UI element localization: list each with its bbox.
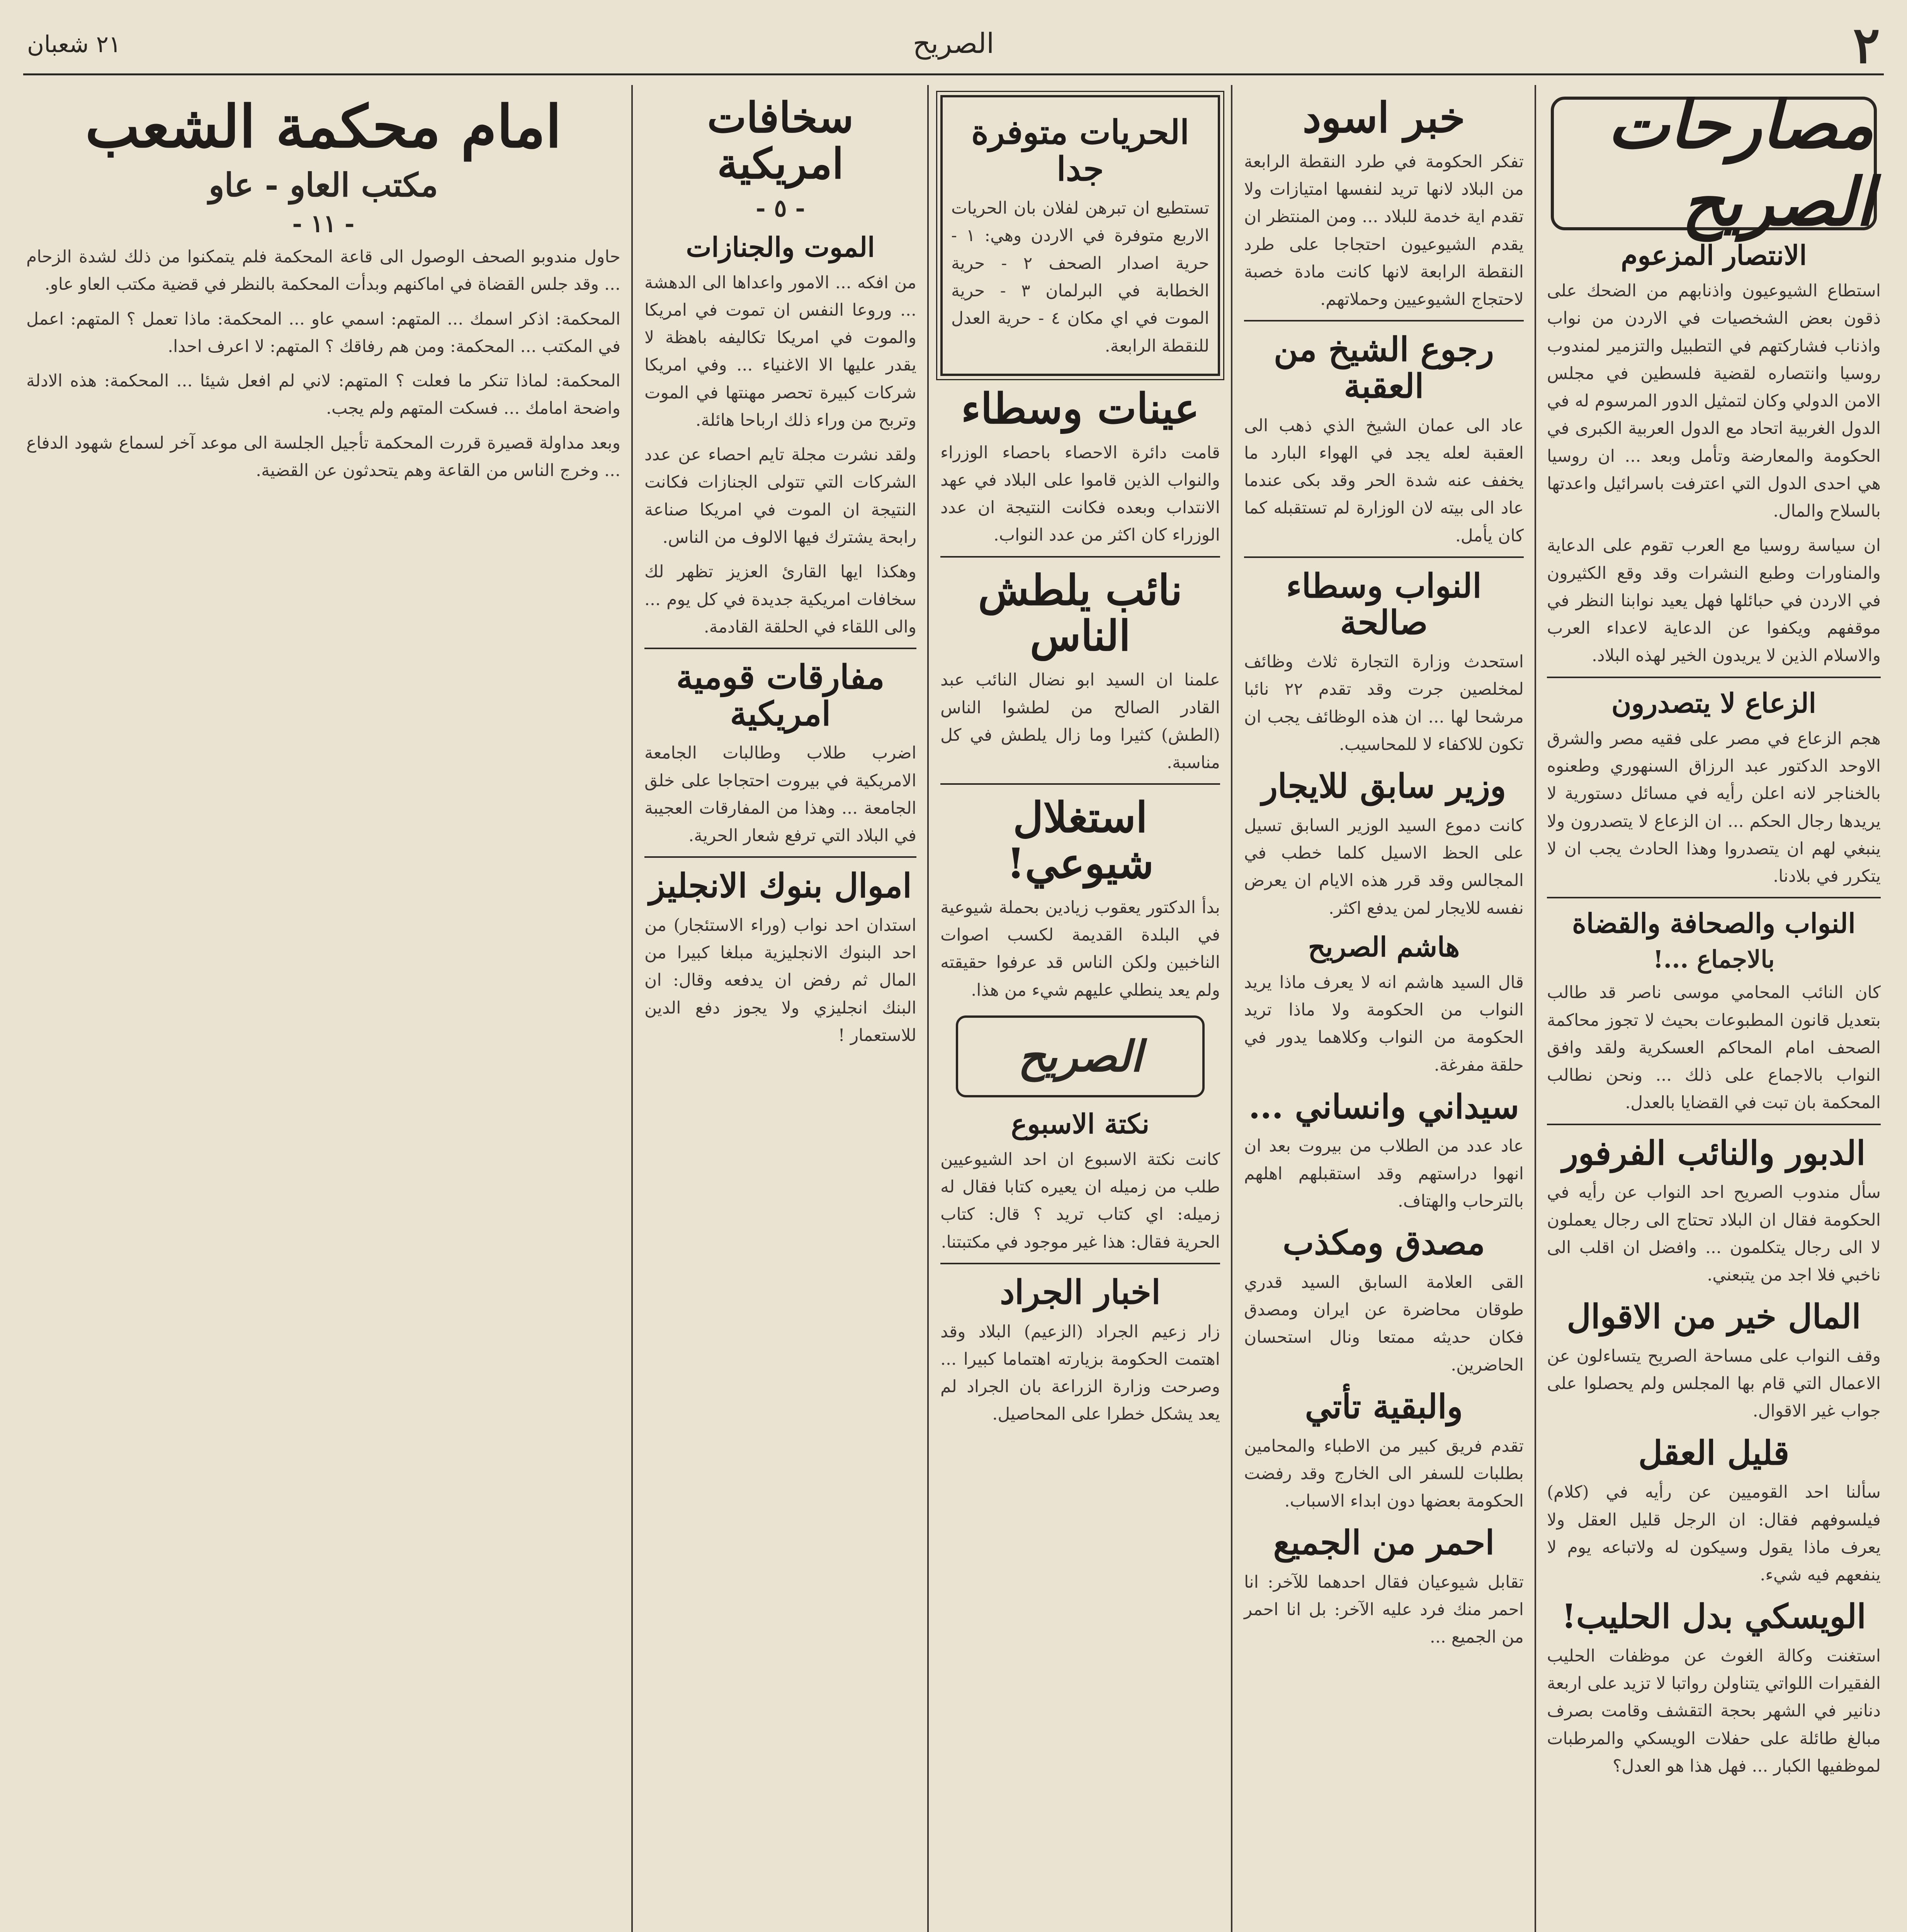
article-body: المحكمة: اذكر اسمك ... المتهم: اسمي عاو ... المحكمة: ماذا تعمل ؟ المتهم: اعمل في المكتب ... المحكمة: ومن هم رفاقك ؟ المتهم: لا اعرف احدا. — [26, 309, 620, 356]
column-2 — [1233, 85, 1535, 1932]
article-body: القى العلامة السابق السيد قدري طوقان محاضرة عن ايران ومصدق فكان حديثه ممتعا ونال استحسان الحاضرين. — [1244, 1272, 1524, 1375]
article-heading: مفارقات قومية امريكية — [676, 658, 885, 733]
article-heading: نائب يلطش الناس — [978, 566, 1183, 661]
article-body: علمنا ان السيد ابو نضال النائب عبد القادر الصالح من لطشوا الناس (الطش) كثيرا وما زال يلطش في كل مناسبة. — [940, 670, 1220, 773]
article-subheading: - ٥ - — [756, 194, 805, 222]
article-body: سأل مندوب الصريح احد النواب عن رأيه في الحكومة فقال ان البلاد تحتاج الى رجال يعملون لا الى رجال يتكلمون ... وافضل ان اقلب الى ناخبي فلا اجد من يتبعني. — [1547, 1182, 1881, 1285]
article-heading: النواب والصحافة والقضاة — [1572, 907, 1856, 940]
article-body: استحدث وزارة التجارة ثلاث وظائف لمخلصين جرت وقد تقدم ٢٢ نائبا مرشحا لها ... ان هذه الوظائف يجب ان تكون للاكفاء لا للمحاسيب. — [1244, 652, 1524, 754]
divider — [940, 556, 1220, 558]
article-body: اضرب طلاب وطالبات الجامعة الامريكية في بيروت احتجاجا على خلق الجامعة ... وهذا من المفارقات العجيبة في البلاد التي ترفع شعار الحرية. — [644, 743, 916, 846]
divider — [1244, 320, 1524, 321]
article-body: هجم الزعاع في مصر على فقيه مصر والشرق الاوحد الدكتور عبد الرزاق السنهوري وطعنوه بالخناجر لانه اعلن رأيه في مسائل دستورية لا يريدها رجال الحكم ... ان الزعاع لا يتصدرون ولا ينبغي لهم ان يتصدروا وهذا الحادث يجب ان لا يتكرر في بلادنا. — [1547, 728, 1881, 886]
divider — [940, 1263, 1220, 1264]
article-body: بدأ الدكتور يعقوب زيادين بحملة شيوعية في البلدة القديمة لكسب اصوات الناخبين ولكن الناس قد عرفوا حقيقته ولم يعد ينطلي عليهم شيء من هذا. — [940, 897, 1220, 1000]
article-body: استغنت وكالة الغوث عن موظفات الحليب الفقيرات اللواتي يتناولن رواتبا لا تزيد على اربعة دنانير في الشهر بحجة التقشف وقامت بصرف مبالغ طائلة على حفلات الويسكي والمرطبات لموظفيها الكبار ... فهل هذا هو العدل؟ — [1547, 1646, 1881, 1776]
column-rule — [1231, 85, 1232, 1932]
article-body: استدان احد نواب (وراء الاستئجار) من احد البنوك الانجليزية مبلغا كبيرا من المال ثم رفض ان يدفعه وقال: ان البنك انجليزي ولا يجوز دفع الدين للاستعمار ! — [644, 915, 916, 1045]
article-heading: اخبار الجراد — [1000, 1273, 1161, 1312]
column-rule — [1535, 85, 1536, 1932]
paper-name: الصريح — [913, 27, 994, 60]
article-body: المحكمة: لماذا تنكر ما فعلت ؟ المتهم: لاني لم افعل شيئا ... المحكمة: هذه الادلة واضحة امامك ... فسكت المتهم ولم يجب. — [26, 371, 620, 418]
article-body: قال السيد هاشم انه لا يعرف ماذا يريد النواب من الحكومة ولا ماذا تريد الحكومة من النواب وكلاهما يدور في حلقة مفرغة. — [1244, 972, 1524, 1075]
article-body: تقابل شيوعيان فقال احدهما للآخر: انا احمر منك فرد عليه الآخر: بل انا احمر من الجميع ... — [1244, 1572, 1524, 1647]
article-body: تستطيع ان تبرهن لفلان بان الحريات الاربع متوفرة في الاردن وهي: ١ - حرية اصدار الصحف ٢ - حرية الخطابة في البرلمان ٣ - حرية الموت في اي مكان ٤ - حرية العدل للنقطة الرابعة. — [951, 198, 1210, 356]
article-heading: عينات وسطاء — [961, 384, 1200, 433]
article-body: تفكر الحكومة في طرد النقطة الرابعة من البلاد لانها تريد لنفسها امتيازات ولا تقدم اية خدمة للبلاد ... ومن المنتظر ان يقدم الشيوعيون احتجاجا على طرد النقطة الرابعة لانها كانت مادة خصبة لاحتجاج الشيوعيين وحملاتهم. — [1244, 151, 1524, 310]
article-heading: سخافات امريكية — [707, 94, 854, 188]
article-body: من افكه ... الامور واعداها الى الدهشة ... وروعا النفس ان تموت في امريكا والموت في امريكا تكاليفه باهظة لا يقدر عليها الا الاغنياء ... وفي امريكا شركات كبيرة تحصر مهنتها في الموت وتربح من وراء ذلك ارباحا هائلة. — [644, 272, 916, 430]
article-body: عاد الى عمان الشيخ الذي ذهب الى العقبة لعله يجد في الهواء البارد ما يخفف عنه شدة الحر وقد بكى عندما عاد الى بيته لان الوزارة لم تستقبله كما كان يأمل. — [1244, 415, 1524, 546]
article-body: استطاع الشيوعيون واذنابهم من الضحك على ذقون بعض الشخصيات في الاردن من نواب واذناب فشاركتهم في التطبيل والتزمير لمندوب روسيا وانتصاره لقضية فلسطين في مجلس الامن الدولي وكان لتمثيل الدور المرسوم له في الدول الغربية اتحاد مع الدول العربية الكبرى في الحكومة والمعارضة وتأمل وبعد ... ان روسيا هي احدى الدول التي اعترفت باسرائيل واعدتها بالسلاح والمال. — [1547, 281, 1881, 521]
article-body: وهكذا ايها القارئ العزيز تظهر لك سخافات امريكية جديدة في كل يوم ... والى اللقاء في الحلقة القادمة. — [644, 562, 916, 637]
article-heading: احمر من الجميع — [1273, 1523, 1495, 1563]
masthead — [23, 15, 1884, 75]
article-heading: الحريات متوفرة جدا — [971, 113, 1190, 189]
column-rule — [927, 85, 929, 1932]
article-heading: الويسكي بدل الحليب! — [1561, 1597, 1866, 1636]
article-body: حاول مندوبو الصحف الوصول الى قاعة المحكمة فلم يتمكنوا من ذلك لشدة الزحام ... وقد جلس القضاة في اماكنهم وبدأت المحكمة بالنظر في قضية مكتب العاو عاو. — [26, 247, 620, 294]
divider — [1547, 897, 1881, 898]
article-body: كانت نكتة الاسبوع ان احد الشيوعيين طلب من زميله ان يعيره كتابا فقال له زميله: اي كتاب تريد ؟ قال: كتاب الحرية فقال: هذا غير موجود في مكتبتنا. — [940, 1149, 1220, 1252]
article-heading: اموال بنوك الانجليز — [649, 866, 912, 906]
article-body: وبعد مداولة قصيرة قررت المحكمة تأجيل الجلسة الى موعد آخر لسماع شهود الدفاع ... وخرج الناس من القاعة وهم يتحدثون عن القضية. — [26, 433, 620, 480]
article-heading: قليل العقل — [1638, 1433, 1790, 1473]
article-heading: النواب وسطاء صالحة — [1286, 566, 1482, 642]
article-heading: رجوع الشيخ من العقبة — [1273, 330, 1494, 406]
article-heading: هاشم الصريح — [1308, 930, 1460, 963]
article-body: سألنا احد القوميين عن رأيه في (كلام) فيلسوفهم فقال: ان الرجل قليل العقل ولا يعرف ماذا يقول وسيكون له ولاتباعه يوم لا ينفعهم فيه شيء. — [1547, 1482, 1881, 1585]
article-heading: خبر اسود — [1302, 94, 1465, 142]
article-heading: وزير سابق للايجار — [1261, 767, 1506, 806]
episode-number: - ١١ - — [292, 209, 355, 238]
article-heading: امام محكمة الشعب — [85, 93, 562, 161]
divider — [1547, 1124, 1881, 1125]
divider — [1547, 677, 1881, 678]
issue-date: ٢١ شعبان — [27, 31, 121, 58]
article-body: زار زعيم الجراد (الزعيم) البلاد وقد اهتمت الحكومة بزيارته اهتماما كبيرا ... وصرحت وزارة الزراعة بان الجراد لم يعد يشكل خطرا على المحاصيل. — [940, 1321, 1220, 1424]
column-logo: مصارحات الصريح — [1551, 97, 1877, 230]
article-body: تقدم فريق كبير من الاطباء والمحامين بطلبات للسفر الى الخارج وقد رفضت الحكومة بعضها دون ابداء الاسباب. — [1244, 1436, 1524, 1511]
divider — [940, 783, 1220, 785]
article-heading: مصدق ومكذب — [1283, 1223, 1485, 1263]
article-heading: والبقية تأتي — [1305, 1387, 1463, 1426]
column-4 — [634, 85, 927, 1932]
article-heading: الدبور والنائب الفرفور — [1562, 1133, 1866, 1173]
column-1 — [1536, 85, 1892, 1932]
article-subheading: مكتب العاو - عاو — [209, 166, 438, 204]
divider — [1244, 556, 1524, 558]
column-rule — [631, 85, 633, 1932]
article-heading: المال خير من الاقوال — [1567, 1297, 1861, 1337]
article-heading: الموت والجنازات — [686, 231, 875, 263]
article-body: كانت دموع السيد الوزير السابق تسيل على الحظ الاسيل كلما خطب في المجالس وقد قرر هذه الايام ان يعرض نفسه للايجار لمن يدفع اكثر. — [1244, 815, 1524, 918]
column-5 — [15, 85, 631, 1932]
divider — [644, 648, 916, 649]
boxed-article — [940, 95, 1220, 376]
article-heading: الزعاع لا يتصدرون — [1611, 687, 1816, 719]
article-body: ولقد نشرت مجلة تايم احصاء عن عدد الشركات التي تتولى الجنازات فكانت النتيجة ان الموت في امريكا صناعة رابحة يشترك فيها الالوف من الناس. — [644, 445, 916, 547]
article-heading: نكتة الاسبوع — [1011, 1107, 1150, 1140]
article-body: عاد عدد من الطلاب من بيروت بعد ان انهوا دراستهم وقد استقبلهم اهلهم بالترحاب والهتاف. — [1244, 1136, 1524, 1211]
article-heading: استغلال شيوعي! — [1006, 793, 1154, 888]
article-body: وقف النواب على مساحة الصريح يتساءلون عن الاعمال التي قام بها المجلس ولم يحصلوا على جواب غير الاقوال. — [1547, 1346, 1881, 1421]
article-subheading: بالاجماع ...! — [1653, 945, 1775, 974]
column-3 — [930, 85, 1231, 1932]
divider — [644, 856, 916, 858]
column-logo: الصريح — [956, 1015, 1205, 1097]
article-body: كان النائب المحامي موسى ناصر قد طالب بتعديل قانون المطبوعات بحيث لا تجوز محاكمة الصحف امام المحاكم العسكرية ولقد وافق النواب بالاجماع على ذلك ... ونحن نطالب المحكمة بان تبت في القضايا بالعدل. — [1547, 983, 1881, 1113]
article-body: قامت دائرة الاحصاء باحصاء الوزراء والنواب الذين قاموا على البلاد في عهد الانتداب وبعده فكانت النتيجة ان عدد الوزراء كان اكثر من عدد النواب. — [940, 442, 1220, 545]
page-number: ٢ — [1853, 15, 1880, 75]
article-body: ان سياسة روسيا مع العرب تقوم على الدعاية والمناورات وطبع النشرات وقد وقع الكثيرون في الاردن في حبائلها فهل يعيد نوابنا النظر في موقفهم ويكفوا عن الدعاية لاعداء العرب والاسلام الذين لا يريدون الخير لهذه البلاد. — [1547, 536, 1881, 666]
article-heading: الانتصار المزعوم — [1621, 239, 1807, 271]
article-heading: سيداني وانساني ... — [1248, 1087, 1519, 1126]
